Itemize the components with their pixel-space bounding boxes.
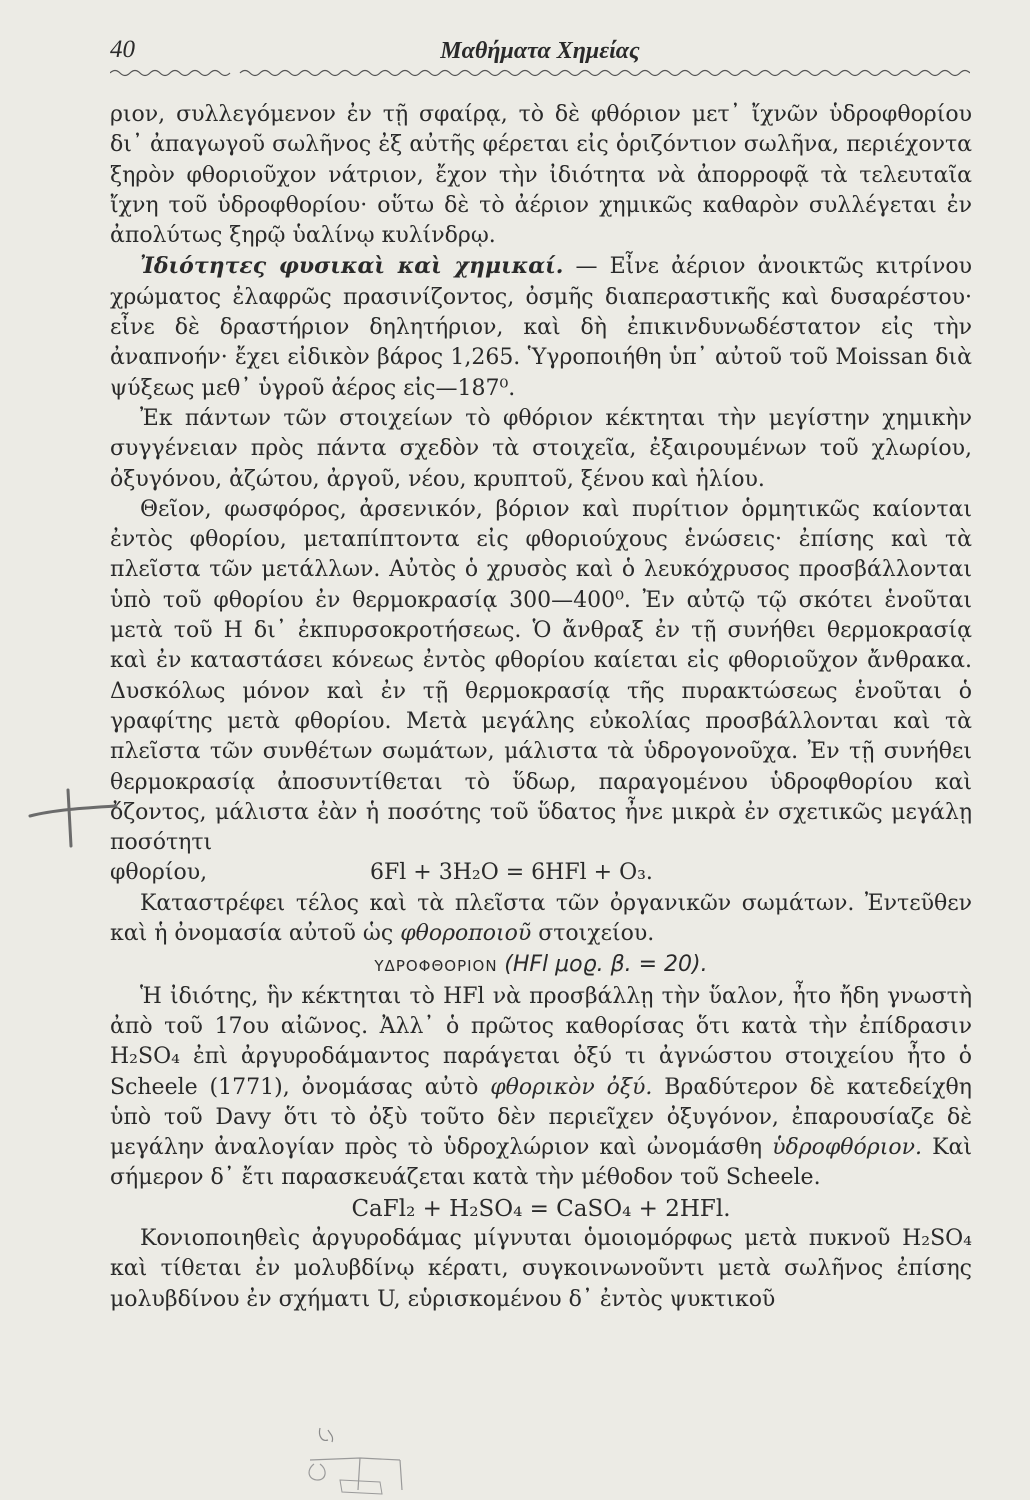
history-italic-1: φθορικὸν ὀξύ.	[490, 1074, 653, 1100]
history-text-a: Ἡ ἰδιότης, ἣν κέκτηται τὸ HFl νὰ προσβάλλῃ τὴν ὕαλον, ἦτο ἤδη γνωστὴ ἀπὸ τοῦ 17ου αἰῶνος. Ἀλλ᾽ ὁ πρῶτος καθορίσας ὅτι κατὰ τὴν ἐπίδρασιν H₂SO₄ ἐπὶ ἀργυροδάμαντος παράγεται ὀξύ τι ἀγνώστου στοιχείου ἦτο ὁ Scheele (1771), ὀνομάσας αὐτὸ	[110, 983, 972, 1100]
equation-caf2: CaFl₂ + H₂SO₄ = CaSO₄ + 2HFl.	[351, 1195, 731, 1222]
page-body	[110, 100, 972, 1315]
equation-water-line	[110, 858, 972, 888]
paragraph-preparation: Κονιοποιηθεὶς ἀργυροδάμας μίγνυται ὁμοιομόρφως μετὰ πυκνοῦ H₂SO₄ καὶ τίθεται ἐν μολυβδίνῳ κέρατι, συγκοινωνοῦντι μετὰ σωλῆνος ἐπίσης μολυβδίνου ἐν σχήματι U, εὑρισκομένου δ᾽ ἐντὸς ψυκτικοῦ	[110, 1225, 972, 1312]
paragraph-affinity: Ἐκ πάντων τῶν στοιχείων τὸ φθόριον κέκτηται τὴν μεγίστην χημικὴν συγγένειαν πρὸς πάντα σχεδὸν τὰ στοιχεῖα, ἐξαιρουμένων τοῦ χλωρίου, ὀξυγόνου, ἀζώτου, ἀργοῦ, νέου, κρυπτοῦ, ξένου καὶ ἡλίου.	[110, 405, 972, 492]
equation-water: 6Fl + 3H₂O = 6HFl + O₃.	[370, 860, 653, 886]
properties-heading: Ἰδιότητες φυσικαὶ καὶ χημικαί.	[140, 253, 564, 280]
section-heading-hydrofluoric	[110, 949, 972, 981]
section-title: ΥΔΡΟΦΘΟΡΙΟΝ	[374, 957, 498, 976]
pencil-cross-mark	[28, 788, 118, 848]
pencil-sketch-doodle	[300, 1420, 430, 1500]
paragraph-reactions: Θεῖον, φωσφόρος, ἀρσενικόν, βόριον καὶ πυρίτιον ὁρμητικῶς καίονται ἐντὸς φθορίου, μεταπίπτοντα εἰς φθοριούχους ἑνώσεις· ἐπίσης καὶ τὰ πλεῖστα τῶν μετάλλων. Αὐτὸς ὁ χρυσὸς καὶ ὁ λευκόχρυσος προσβάλλονται ὑπὸ τοῦ φθορίου ἐν θερμοκρασίᾳ 300—400⁰. Ἐν αὐτῷ τῷ σκότει ἑνοῦται μετὰ τοῦ Η δι᾽ ἐκπυρσοκροτήσεως. Ὁ ἄνθραξ ἐν τῇ συνήθει θερμοκρασίᾳ καὶ ἐν καταστάσει κόνεως ἐντὸς φθορίου καίεται εἰς φθοριοῦχον ἄνθρακα. Δυσκόλως μόνον καὶ ἐν τῇ θερμοκρασίᾳ τῆς πυρακτώσεως ἑνοῦται ὁ γραφίτης μετὰ φθορίου. Μετὰ μεγάλης εὐκολίας προσβάλλονται καὶ τὰ πλεῖστα τῶν συνθέτων σωμάτων, μάλιστα τὰ ὑδρογονοῦχα. Ἐν τῇ συνήθει θερμοκρασίᾳ ἀποσυντίθεται τὸ ὕδωρ, παραγομένου ὑδροφθορίου καὶ ὄζοντος, μάλιστα ἐὰν ἡ ποσότης τοῦ ὕδατος ἦνε μικρὰ ἐν σχετικῶς μεγάλῃ ποσότητι	[110, 496, 972, 856]
organic-text-start: Καταστρέφει τέλος καὶ τὰ πλεῖστα τῶν ὀργανικῶν σωμάτων. Ἐντεῦθεν καὶ ἡ ὀνομασία αὐτοῦ ὡς	[110, 890, 972, 947]
history-text-c: Καὶ σήμερον δ᾽ ἔτι παρασκευάζεται κατὰ τὴν μέθοδον τοῦ Scheele.	[110, 1135, 972, 1191]
paragraph-properties	[110, 251, 972, 403]
equation-label: φθορίου,	[110, 860, 208, 886]
paragraph-organic	[110, 889, 972, 950]
history-text-b: Βραδύτερον δὲ κατεδείχθη ὑπὸ τοῦ Davy ὅτι τὸ ὀξὺ τοῦτο δὲν περιεῖχεν ὀξυγόνον, ἐπαρουσίαζε δὲ μεγάλην ἀναλογίαν πρὸς τὸ ὑδροχλώριον καὶ ὠνομάσθη	[110, 1074, 972, 1161]
section-formula: (HFl μοϱ. β. = 20).	[504, 952, 708, 978]
paragraph-1: ριον, συλλεγόμενον ἐν τῇ σφαίρᾳ, τὸ δὲ φθόριον μετ᾽ ἴχνῶν ὑδροφθορίου δι᾽ ἀπαγωγοῦ σωλῆνος ἐξ αὐτῆς φέρεται εἰς ὁριζόντιον σωλῆνα, περιέχοντα ξηρὸν φθοριοῦχον νάτριον, ἔχον τὴν ἰδιότητα νὰ ἀπορροφᾷ τὰ τελευταῖα ἴχνη τοῦ ὑδροφθορίου· οὕτω δὲ τὸ ἀέριον χημικῶς καθαρὸν συλλέγεται ἐν ἀπολύτως ξηρῷ ὑαλίνῳ κυλίνδρῳ.	[110, 102, 972, 249]
running-header	[110, 36, 970, 70]
history-italic-2: ὑδροφθόριον.	[772, 1135, 922, 1161]
organic-italic: φθοροποιοῦ	[400, 921, 532, 947]
header-wavy-rule	[110, 68, 970, 78]
page-number: 40	[110, 36, 135, 63]
paragraph-history	[110, 982, 972, 1194]
organic-text-end: στοιχείου.	[531, 921, 655, 947]
running-title: Μαθήματα Χημείας	[440, 38, 640, 64]
properties-text: — Εἶνε ἀέριον ἀνοικτῶς κιτρίνου χρώματος ἐλαφρῶς πρασινίζοντος, ὀσμῆς διαπεραστικῆς καὶ δυσαρέστου· εἶνε δὲ δραστήριον δηλητήριον, καὶ δὴ ἐπικινδυνωδέστατον εἰς τὴν ἀναπνοήν· ἔχει εἰδικὸν βάρος 1,265. Ὑγροποιήθη ὑπ᾽ αὐτοῦ τοῦ Moissan διὰ ψύξεως μεθ᾽ ὑγροῦ ἀέρος εἰς—187⁰.	[110, 254, 972, 401]
